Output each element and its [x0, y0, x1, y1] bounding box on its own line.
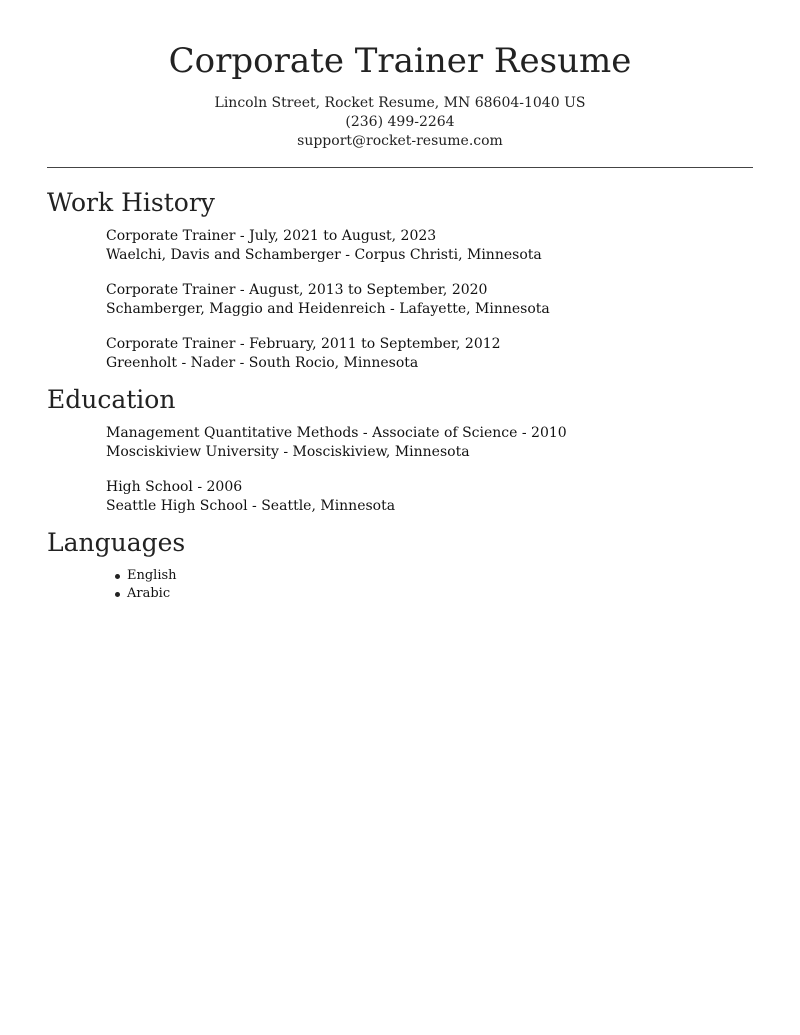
resume-title: Corporate Trainer Resume	[168, 41, 632, 81]
job-company-location: Schamberger, Maggio and Heidenreich - Lafayette, Minnesota	[106, 301, 550, 317]
bullet-icon	[115, 592, 120, 597]
job-title-dates: Corporate Trainer - February, 2011 to September, 2012	[106, 336, 501, 352]
education-degree-year: Management Quantitative Methods - Associate of Science - 2010	[106, 425, 567, 441]
contact-phone: (236) 499-2264	[345, 114, 455, 130]
contact-address: Lincoln Street, Rocket Resume, MN 68604-1040 US	[214, 95, 586, 111]
language-label: English	[127, 568, 177, 583]
job-company-location: Greenholt - Nader - South Rocio, Minnesota	[106, 355, 419, 371]
languages-heading: Languages	[47, 528, 186, 557]
language-label: Arabic	[127, 586, 171, 601]
education-heading: Education	[47, 385, 176, 414]
job-title-dates: Corporate Trainer - July, 2021 to August, 2023	[106, 228, 437, 244]
education-school-location: Mosciskiview University - Mosciskiview, Minnesota	[106, 444, 470, 460]
education-degree-year: High School - 2006	[106, 479, 243, 495]
bullet-icon	[115, 574, 120, 579]
contact-email: support@rocket-resume.com	[297, 133, 503, 149]
education-school-location: Seattle High School - Seattle, Minnesota	[106, 498, 396, 514]
job-title-dates: Corporate Trainer - August, 2013 to September, 2020	[106, 282, 488, 298]
work-history-heading: Work History	[47, 188, 215, 217]
job-company-location: Waelchi, Davis and Schamberger - Corpus Christi, Minnesota	[106, 247, 542, 263]
header-divider	[47, 167, 753, 168]
